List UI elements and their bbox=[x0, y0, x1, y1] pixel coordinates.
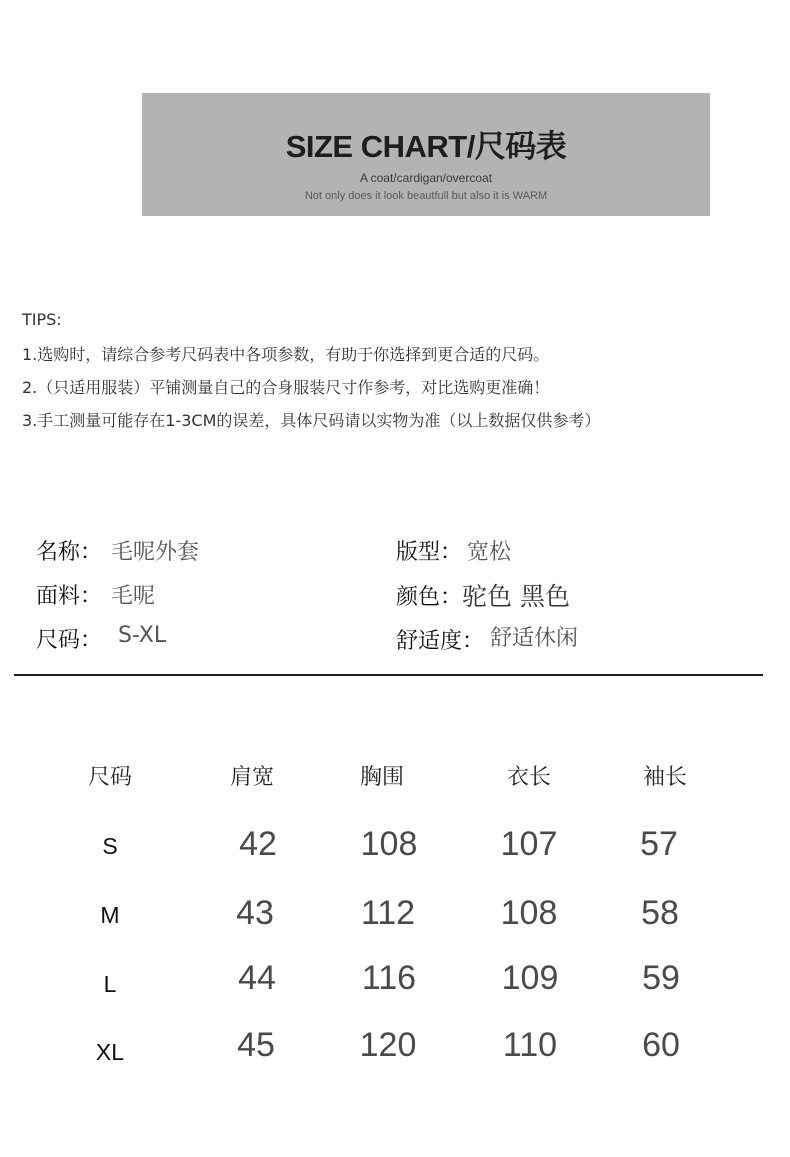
column-header-size: 尺码 bbox=[87, 765, 132, 790]
size-value: S-XL bbox=[118, 623, 167, 648]
chest-cell: 108 bbox=[360, 825, 418, 863]
length-cell: 109 bbox=[501, 959, 559, 997]
size-cell: XL bbox=[95, 1039, 125, 1065]
comfort-label: 舒适度： bbox=[396, 629, 485, 654]
name-value: 毛呢外套 bbox=[111, 540, 200, 565]
sleeve-cell: 60 bbox=[642, 1026, 680, 1064]
tip-item: 2.（只适用服装）平铺测量自己的合身服装尺寸作参考，对比选购更准确！ bbox=[22, 378, 550, 397]
shoulder-cell: 43 bbox=[236, 894, 274, 932]
banner-tagline: Not only does it look beautfull but also it is WARM bbox=[304, 190, 548, 202]
fit-label: 版型： bbox=[396, 540, 463, 565]
column-header-chest: 胸围 bbox=[359, 765, 404, 790]
length-cell: 107 bbox=[500, 825, 558, 863]
comfort-value: 舒适休闲 bbox=[490, 626, 579, 651]
fabric-label: 面料： bbox=[36, 584, 103, 609]
name-label: 名称： bbox=[36, 540, 103, 565]
sleeve-cell: 57 bbox=[640, 825, 678, 863]
banner-subtitle: A coat/cardigan/overcoat bbox=[359, 171, 493, 185]
shoulder-cell: 45 bbox=[237, 1026, 275, 1064]
sleeve-cell: 58 bbox=[641, 894, 679, 932]
chest-cell: 120 bbox=[359, 1026, 417, 1064]
tip-item: 3.手工测量可能存在1-3CM的误差，具体尺码请以实物为准（以上数据仅供参考） bbox=[22, 411, 601, 430]
sleeve-cell: 59 bbox=[642, 959, 680, 997]
size-chart-banner bbox=[142, 93, 710, 216]
size-cell: L bbox=[103, 971, 117, 997]
color-label: 颜色： bbox=[396, 585, 463, 610]
column-header-shoulder: 肩宽 bbox=[229, 765, 274, 790]
size-cell: S bbox=[102, 833, 118, 859]
column-header-sleeve: 袖长 bbox=[642, 765, 687, 790]
column-header-length: 衣长 bbox=[506, 765, 551, 790]
fit-value: 宽松 bbox=[467, 540, 512, 565]
length-cell: 108 bbox=[500, 894, 558, 932]
tip-item: 1.选购时，请综合参考尺码表中各项参数，有助于你选择到更合适的尺码。 bbox=[22, 345, 550, 364]
size-label: 尺码： bbox=[36, 628, 103, 653]
length-cell: 110 bbox=[502, 1026, 558, 1064]
tips-heading: TIPS: bbox=[22, 310, 62, 329]
page-title: SIZE CHART/尺码表 bbox=[285, 129, 567, 164]
size-cell: M bbox=[100, 902, 120, 928]
shoulder-cell: 44 bbox=[238, 959, 276, 997]
fabric-value: 毛呢 bbox=[111, 584, 156, 609]
chest-cell: 112 bbox=[360, 894, 416, 932]
chest-cell: 116 bbox=[361, 959, 417, 997]
tips-section bbox=[22, 309, 762, 443]
shoulder-cell: 42 bbox=[239, 825, 277, 863]
color-value: 驼色 黑色 bbox=[462, 582, 570, 611]
section-divider bbox=[14, 674, 763, 676]
